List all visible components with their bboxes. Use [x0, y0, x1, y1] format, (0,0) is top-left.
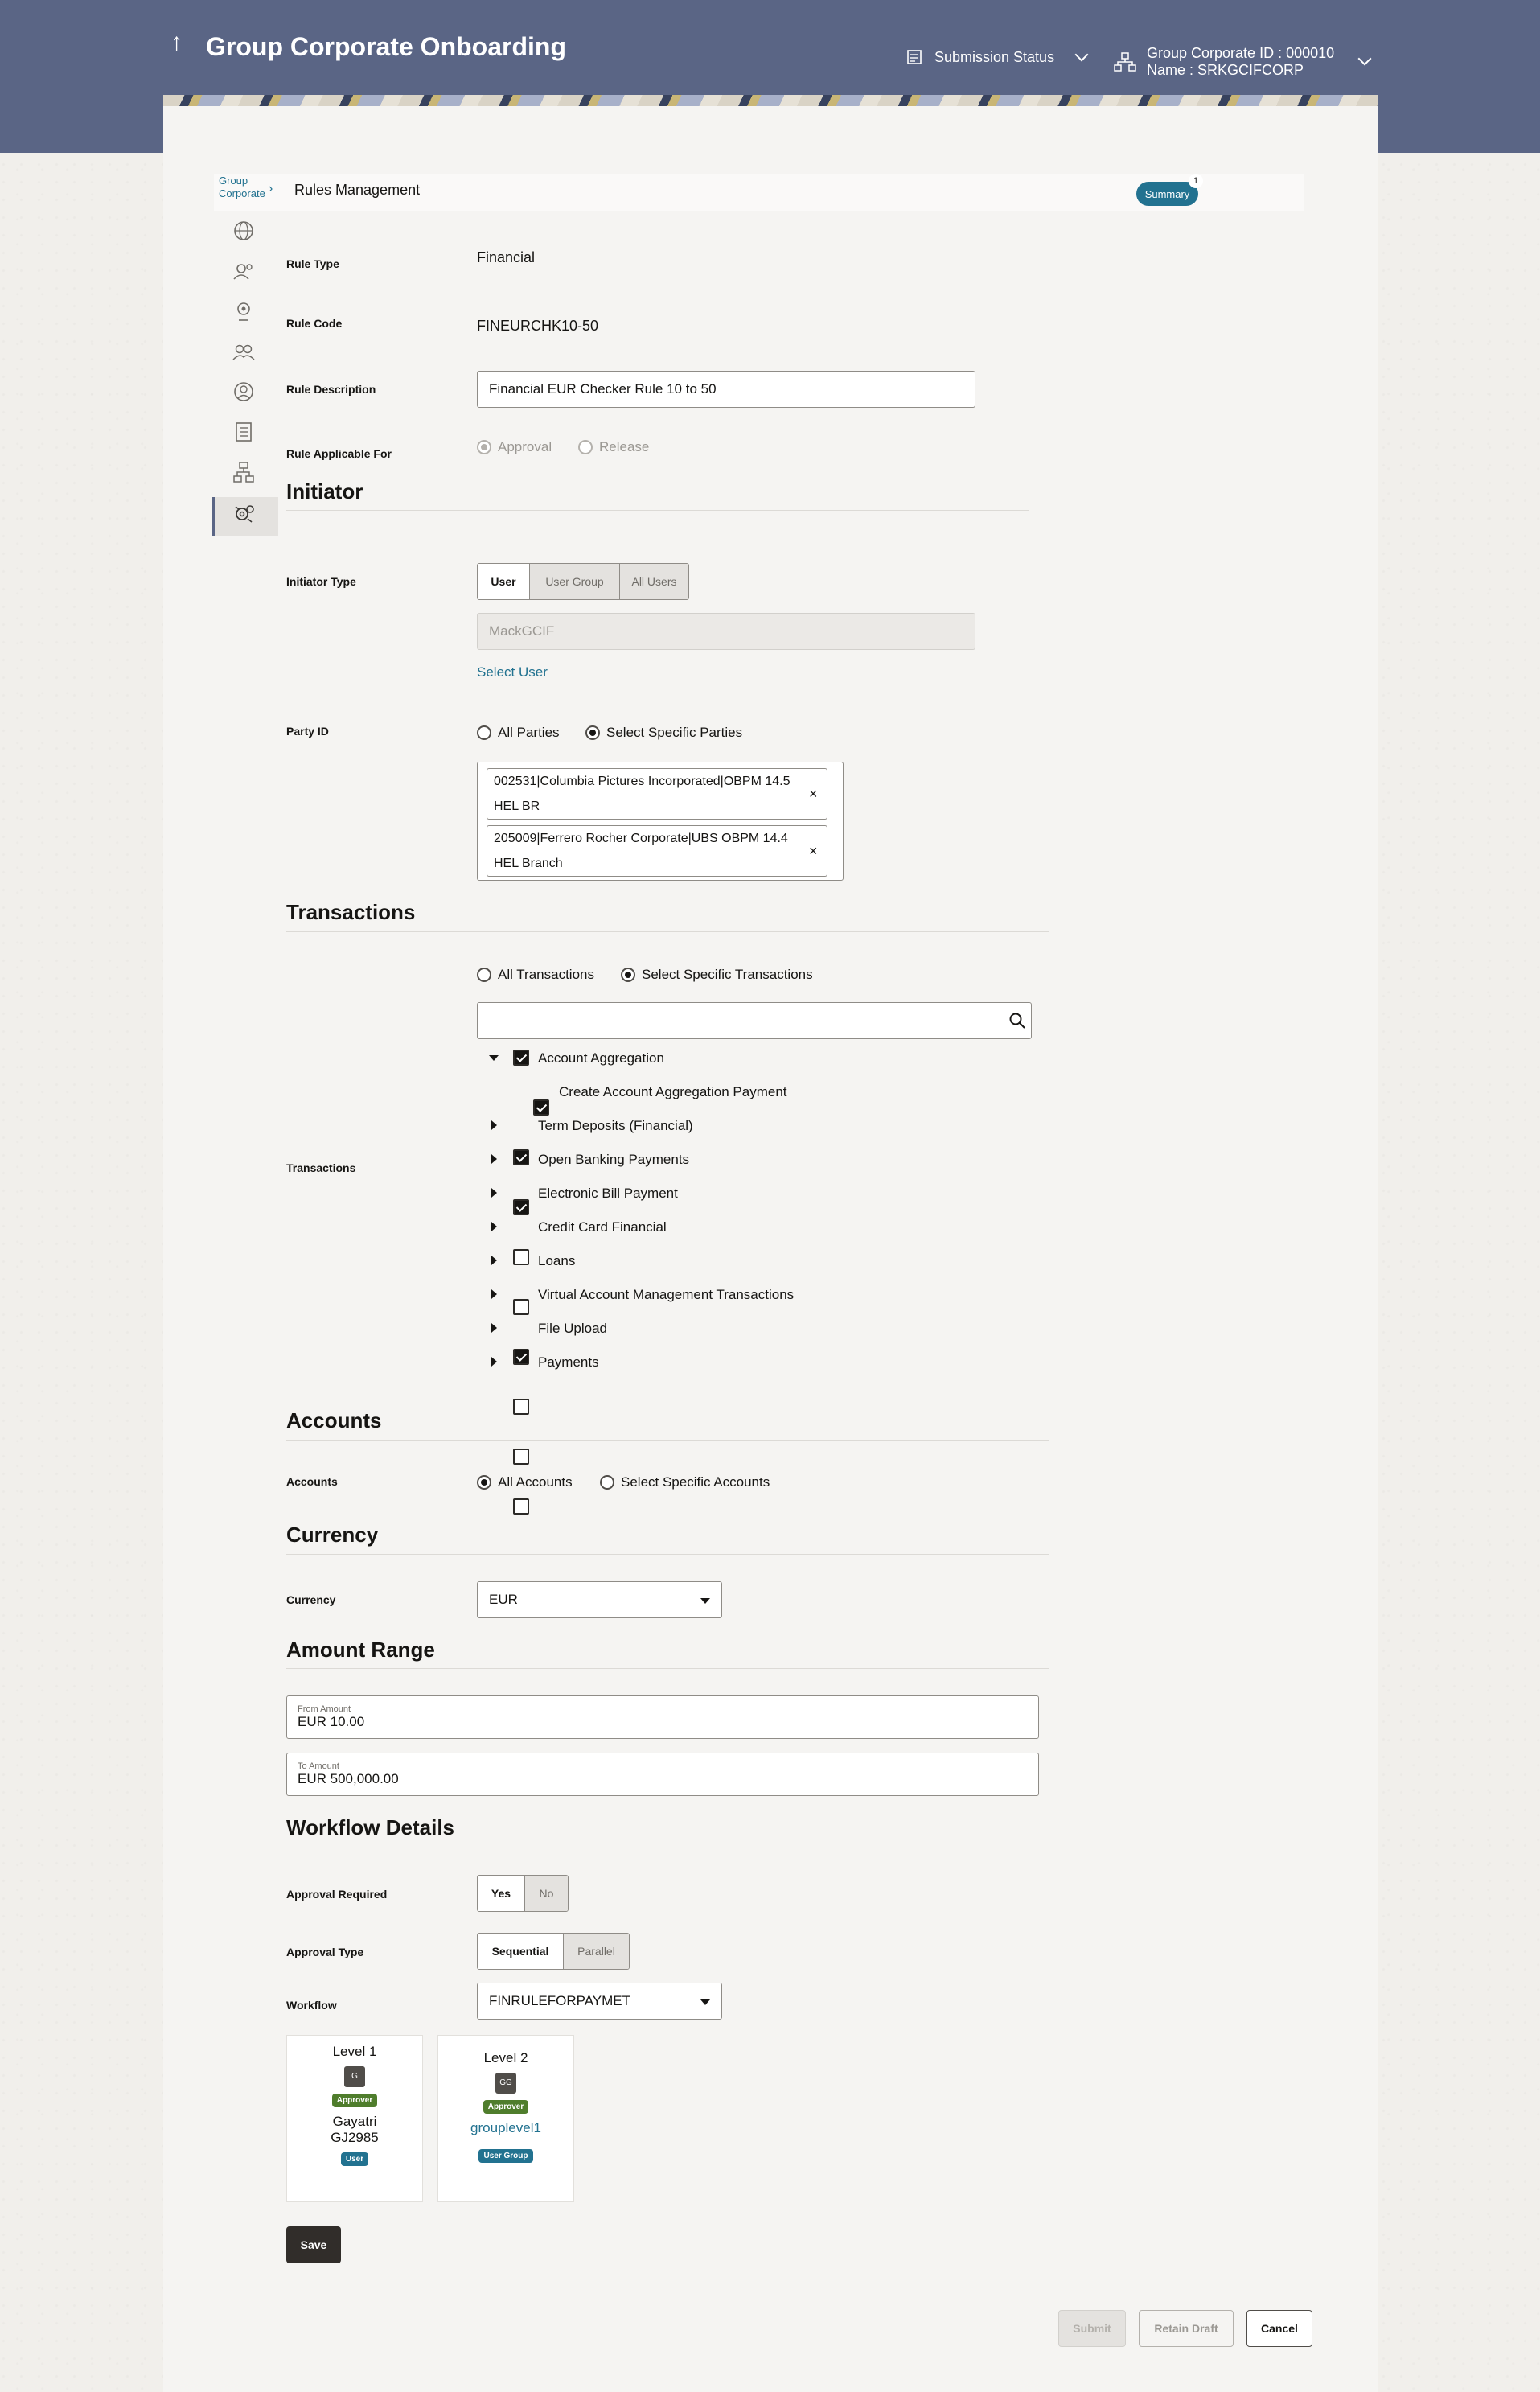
workflow-value: FINRULEFORPAYMET	[489, 1993, 630, 2008]
approval-required-label: Approval Required	[286, 1888, 388, 1901]
workflow-select[interactable]	[477, 1983, 722, 2020]
specific-accounts-label: Select Specific Accounts	[621, 1474, 770, 1490]
tree-item-label: Term Deposits (Financial)	[538, 1118, 693, 1133]
approver-type-badge: User Group	[478, 2149, 532, 2163]
all-transactions-label: All Transactions	[498, 967, 594, 982]
back-arrow-icon[interactable]: ↑	[170, 29, 183, 55]
virtual-account-checkbox[interactable]	[513, 1399, 529, 1415]
decorative-banner	[163, 95, 1378, 106]
party-id-label: Party ID	[286, 725, 329, 738]
transactions-section-title: Transactions	[286, 900, 416, 924]
section-divider	[286, 1554, 1049, 1555]
tree-item-label: Account Aggregation	[538, 1050, 664, 1066]
party-chip	[487, 825, 827, 877]
specific-parties-label: Select Specific Parties	[606, 725, 743, 740]
retain-draft-button[interactable]	[1139, 2310, 1234, 2347]
credit-card-checkbox[interactable]	[513, 1299, 529, 1315]
create-account-aggregation-checkbox[interactable]	[533, 1099, 549, 1116]
approval-required-no[interactable]: No	[524, 1876, 568, 1911]
workflow-level-card	[437, 2035, 574, 2202]
initiator-type-user[interactable]: User	[478, 564, 529, 599]
to-amount-field[interactable]	[286, 1753, 1039, 1796]
section-divider	[286, 931, 1049, 932]
party-chip-line2: HEL BR	[494, 799, 540, 813]
approval-radio[interactable]	[477, 440, 491, 454]
location-badge-icon[interactable]	[232, 299, 256, 323]
term-deposits-checkbox[interactable]	[513, 1149, 529, 1165]
expand-caret-icon[interactable]	[491, 1188, 497, 1198]
submit-button-label: Submit	[1073, 2322, 1111, 2335]
rule-applicable-label: Rule Applicable For	[286, 447, 392, 460]
cancel-button-label: Cancel	[1261, 2322, 1298, 2335]
rule-description-input[interactable]	[477, 371, 975, 408]
search-icon[interactable]	[1008, 1012, 1026, 1030]
approval-type-parallel[interactable]: Parallel	[563, 1934, 629, 1969]
expand-caret-icon[interactable]	[491, 1256, 497, 1265]
party-chip-line1: 002531|Columbia Pictures Incorporated|OBPM 14.5	[494, 775, 791, 788]
party-specific-option[interactable]	[585, 725, 742, 741]
select-user-link[interactable]: Select User	[477, 664, 548, 680]
currency-select[interactable]	[477, 1581, 722, 1618]
breadcrumb-separator-icon: ›	[269, 182, 273, 195]
specific-accounts-radio[interactable]	[600, 1475, 614, 1490]
approver-role-badge: Approver	[483, 2100, 528, 2114]
party-chip	[487, 768, 827, 820]
rule-description-label: Rule Description	[286, 383, 376, 396]
tree-item-label: Electronic Bill Payment	[538, 1186, 678, 1201]
rule-code-value: FINEURCHK10-50	[477, 318, 599, 334]
all-transactions-option[interactable]	[477, 967, 594, 983]
accounts-section-title: Accounts	[286, 1408, 382, 1432]
initiator-type-toggle	[477, 563, 689, 600]
rule-code-label: Rule Code	[286, 317, 343, 330]
rules-gear-icon[interactable]	[232, 502, 256, 526]
file-upload-checkbox[interactable]	[513, 1449, 529, 1465]
specific-accounts-option[interactable]	[600, 1474, 770, 1490]
user-circle-icon[interactable]	[232, 380, 256, 404]
specific-transactions-label: Select Specific Transactions	[642, 967, 813, 982]
remove-party-icon[interactable]: ×	[809, 786, 818, 802]
from-amount-field[interactable]	[286, 1695, 1039, 1739]
corporate-name: Name : SRKGCIFCORP	[1147, 62, 1304, 78]
chevron-down-icon	[1075, 48, 1089, 62]
section-divider	[286, 510, 1029, 511]
account-aggregation-checkbox[interactable]	[513, 1050, 529, 1066]
open-banking-checkbox[interactable]	[513, 1199, 529, 1215]
submission-status-icon	[906, 48, 923, 66]
release-radio-label: Release	[599, 439, 650, 454]
all-accounts-label: All Accounts	[498, 1474, 573, 1490]
approver-avatar: G	[344, 2066, 365, 2087]
breadcrumb-group-corporate[interactable]: Group Corporate	[219, 175, 265, 199]
globe-icon[interactable]	[232, 219, 256, 243]
remove-party-icon[interactable]: ×	[809, 843, 818, 859]
initiator-user-value: MackGCIF	[489, 623, 555, 639]
hierarchy-icon	[1113, 51, 1137, 72]
summary-button[interactable]	[1136, 182, 1198, 206]
corporate-id: Group Corporate ID : 000010	[1147, 45, 1335, 61]
chevron-down-icon	[1358, 52, 1372, 66]
to-amount-value: EUR 500,000.00	[298, 1771, 399, 1786]
initiator-section-title: Initiator	[286, 479, 363, 503]
section-divider	[286, 1440, 1049, 1441]
workflow-section-title: Workflow Details	[286, 1815, 455, 1839]
specific-transactions-option[interactable]	[621, 967, 813, 983]
rule-type-label: Rule Type	[286, 257, 339, 270]
tree-item-label: Loans	[538, 1253, 576, 1268]
submit-button[interactable]	[1058, 2310, 1126, 2347]
expand-caret-icon[interactable]	[491, 1222, 497, 1231]
currency-label: Currency	[286, 1593, 336, 1606]
loans-checkbox[interactable]	[513, 1349, 529, 1365]
page-title: Group Corporate Onboarding	[206, 32, 566, 61]
initiator-type-user-group[interactable]: User Group	[529, 564, 619, 599]
party-chip-line2: HEL Branch	[494, 857, 563, 870]
approver-avatar: GG	[495, 2073, 516, 2094]
transactions-label: Transactions	[286, 1161, 356, 1174]
tree-item-label: Virtual Account Management Transactions	[538, 1287, 795, 1302]
summary-count-badge: 1	[1189, 174, 1203, 188]
save-button[interactable]	[286, 2226, 341, 2263]
currency-section-title: Currency	[286, 1523, 379, 1547]
expand-caret-icon[interactable]	[489, 1055, 499, 1061]
tree-item-label: Credit Card Financial	[538, 1219, 667, 1235]
dropdown-caret-icon	[700, 1598, 710, 1604]
specific-transactions-radio[interactable]	[621, 968, 635, 982]
corporate-info-menu[interactable]	[1113, 45, 1370, 79]
tree-item-label: File Upload	[538, 1321, 607, 1336]
all-parties-label: All Parties	[498, 725, 560, 740]
summary-label: Summary	[1144, 187, 1190, 200]
initiator-user-field	[477, 613, 975, 650]
retain-draft-button-label: Retain Draft	[1154, 2322, 1218, 2335]
level-title: Level 2	[483, 2050, 528, 2065]
workflow-icon[interactable]	[232, 460, 256, 484]
approval-required-yes[interactable]: Yes	[478, 1876, 524, 1911]
workflow-level-card	[286, 2035, 423, 2202]
rule-applicable-release[interactable]	[578, 439, 649, 455]
approver-id: GJ2985	[331, 2130, 379, 2145]
all-transactions-radio[interactable]	[477, 968, 491, 982]
approver-group-link[interactable]: grouplevel1	[470, 2120, 541, 2135]
rule-description-value: Financial EUR Checker Rule 10 to 50	[489, 381, 717, 397]
all-accounts-radio[interactable]	[477, 1475, 491, 1490]
section-divider	[286, 1668, 1049, 1669]
transaction-search-input[interactable]	[477, 1002, 1032, 1039]
from-amount-value: EUR 10.00	[298, 1714, 365, 1729]
approver-type-badge: User	[341, 2152, 368, 2166]
tree-item-label: Open Banking Payments	[538, 1152, 690, 1167]
breadcrumb-current: Rules Management	[294, 182, 421, 198]
expand-caret-icon[interactable]	[491, 1120, 497, 1130]
save-button-label: Save	[300, 2238, 327, 2251]
accounts-label: Accounts	[286, 1475, 338, 1488]
rule-type-value: Financial	[477, 249, 536, 265]
approval-radio-label: Approval	[498, 439, 552, 454]
expand-caret-icon[interactable]	[491, 1154, 497, 1164]
document-list-icon[interactable]	[232, 420, 256, 444]
tree-item-label: Payments	[538, 1354, 599, 1370]
payments-checkbox[interactable]	[513, 1498, 529, 1515]
party-all-option[interactable]	[477, 725, 560, 741]
group-icon[interactable]	[232, 339, 256, 364]
submission-status-label: Submission Status	[934, 48, 1055, 65]
workflow-label: Workflow	[286, 1999, 337, 2012]
approval-type-label: Approval Type	[286, 1946, 364, 1958]
expand-caret-icon[interactable]	[491, 1323, 497, 1333]
expand-caret-icon[interactable]	[491, 1289, 497, 1299]
submission-status-menu[interactable]	[906, 48, 1086, 66]
approver-name: Gayatri	[332, 2114, 377, 2129]
all-parties-radio[interactable]	[477, 725, 491, 740]
approval-required-toggle	[477, 1875, 569, 1912]
cancel-button[interactable]	[1246, 2310, 1312, 2347]
approval-type-toggle	[477, 1933, 630, 1970]
dropdown-caret-icon	[700, 1999, 710, 2005]
level-title: Level 1	[332, 2044, 377, 2059]
currency-value: EUR	[489, 1592, 518, 1607]
initiator-type-all-users[interactable]: All Users	[619, 564, 688, 599]
amount-range-section-title: Amount Range	[286, 1638, 435, 1662]
expand-caret-icon[interactable]	[491, 1357, 497, 1367]
specific-parties-radio[interactable]	[585, 725, 600, 740]
release-radio[interactable]	[578, 440, 593, 454]
rule-applicable-approval[interactable]	[477, 439, 552, 455]
party-chip-line1: 205009|Ferrero Rocher Corporate|UBS OBPM 14.4	[494, 832, 788, 845]
approval-type-sequential[interactable]: Sequential	[478, 1934, 563, 1969]
tree-item-label: Create Account Aggregation Payment	[559, 1084, 787, 1099]
from-amount-label: From Amount	[298, 1704, 351, 1714]
initiator-type-label: Initiator Type	[286, 575, 356, 588]
all-accounts-option[interactable]	[477, 1474, 573, 1490]
users-network-icon[interactable]	[232, 259, 256, 283]
to-amount-label: To Amount	[298, 1761, 339, 1771]
electronic-bill-checkbox[interactable]	[513, 1249, 529, 1265]
approver-role-badge: Approver	[332, 2094, 377, 2107]
